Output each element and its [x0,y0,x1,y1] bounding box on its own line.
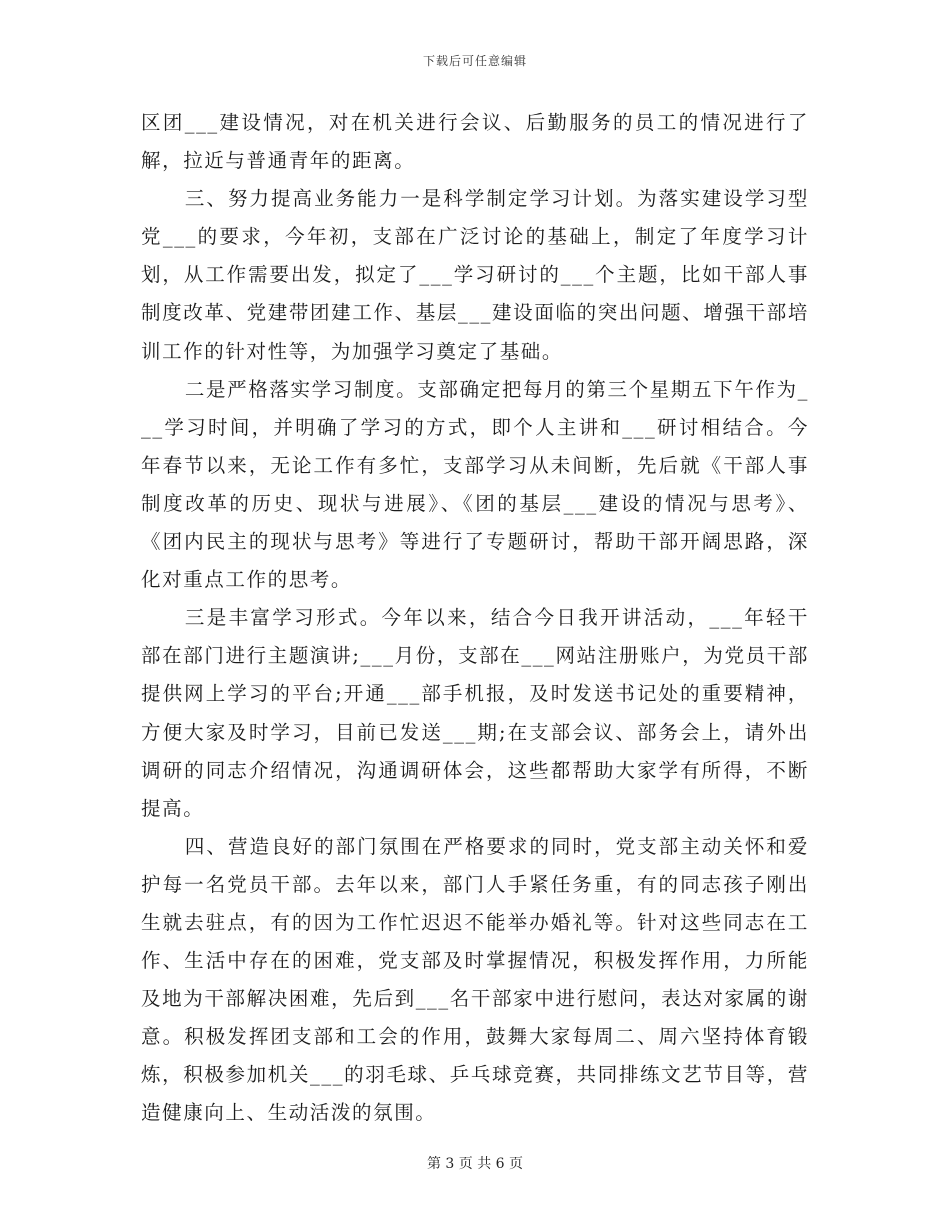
paragraph-study-system: 二是严格落实学习制度。支部确定把每月的第三个星期五下午作为___学习时间，并明确了学习的方式，即个人主讲和___研讨相结合。今年春节以来，无论工作有多忙，支部学习从未间断，先后就《干部人事制度改革的历史、现状与进展》、《团的基层___建设的情况与思考》、《团内民主的现状与思考》等进行了专题研讨，帮助干部开阔思路，深化对重点工作的思考。 [141,377,809,592]
page-header-note: 下载后可任意编辑 [422,54,527,68]
document-body [141,104,809,1133]
paragraph-section-three: 三、努力提高业务能力一是科学制定学习计划。为落实建设学习型党___的要求，今年初，支部在广泛讨论的基础上，制定了年度学习计划，从工作需要出发，拟定了___学习研讨的___个主题，比如干部人事制度改革、党建带团建工作、基层___建设面临的突出问题、增强干部培训工作的针对性等，为加强学习奠定了基础。 [141,187,809,363]
paragraph-continuation: 区团___建设情况，对在机关进行会议、后勤服务的员工的情况进行了解，拉近与普通青年的距离。 [141,111,809,173]
paragraph-section-four: 四、营造良好的部门氛围在严格要求的同时，党支部主动关怀和爱护每一名党员干部。去年以来，部门人手紧任务重，有的同志孩子刚出生就去驻点，有的因为工作忙迟迟不能举办婚礼等。针对这些同志在工作、生活中存在的困难，党支部及时掌握情况，积极发挥作用，力所能及地为干部解决困难，先后到___名干部家中进行慰问，表达对家属的谢意。积极发挥团支部和工会的作用，鼓舞大家每周二、周六坚持体育锻炼，积极参加机关___的羽毛球、乒乓球竞赛，共同排练文艺节目等，营造健康向上、生动活泼的氛围。 [141,834,809,1125]
page-number: 第 3 页 共 6 页 [426,1156,524,1172]
paragraph-study-forms: 三是丰富学习形式。今年以来，结合今日我开讲活动，___年轻干部在部门进行主题演讲;___月份，支部在___网站注册账户，为党员干部提供网上学习的平台;开通___部手机报，及时发送书记处的重要精神，方便大家及时学习，目前已发送___期;在支部会议、部务会上，请外出调研的同志介绍情况，沟通调研体会，这些都帮助大家学有所得，不断提高。 [141,606,809,820]
